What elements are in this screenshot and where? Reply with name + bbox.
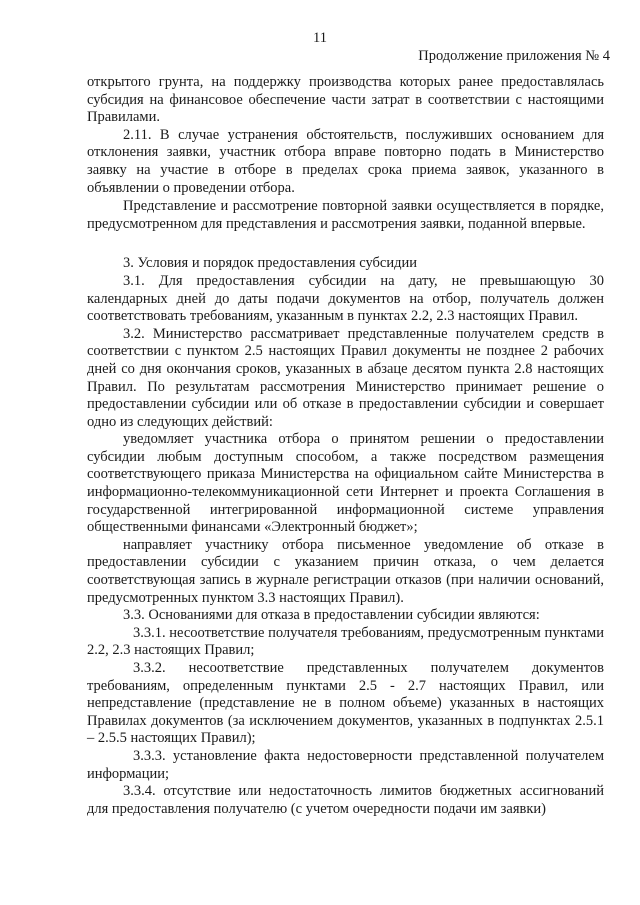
paragraph: 3.3.1. несоответствие получателя требованиям, предусмотренным пунктами 2.2, 2.3 настоящих Правил; [87,624,604,659]
paragraph: 3.3. Основаниями для отказа в предоставлении субсидии являются: [123,607,540,624]
paragraph: уведомляет участника отбора о принятом решении о предоставлении субсидии любым доступным способом, а также посредством размещения соответствующего приказа Министерства на официальном сайте Министерства в информационно-телекоммуникационной сети Интернет и проекта Соглашения в государственной интегрированной информационной системе управления общественными финансами «Электронный бюджет»; [87,431,604,536]
paragraph: 3.3.3. установление факта недостоверности представленной получателем информации; [87,747,604,782]
paragraph: 3.2. Министерство рассматривает представленные получателем средств в соответствии с пунктом 2.5 настоящих Правил документы не позднее 2 рабочих дней со дня окончания сроков, указанных в абзаце десятом пункта 2.8 настоящих Правил. По результатам рассмотрения Министерство принимает решение о предоставлении субсидии или об отказе в предоставлении субсидии и совершает одно из следующих действий: [87,325,604,430]
section-heading: 3. Условия и порядок предоставления субсидии [123,255,418,272]
paragraph: Представление и рассмотрение повторной заявки осуществляется в порядке, предусмотренном для представления и рассмотрения заявки, поданной впервые. [87,198,604,232]
paragraph: 2.11. В случае устранения обстоятельств, послуживших основанием для отклонения заявки, участник отбора вправе повторно подать в Министерство заявку на участие в отборе в пределах срока приема заявок, указанного в объявлении о проведении отбора. [87,126,604,196]
continuation-note: Продолжение приложения № 4 [418,48,610,64]
page-number: 11 [313,30,327,46]
paragraph: 3.1. Для предоставления субсидии на дату, не превышающую 30 календарных дней до даты подачи документов на отбор, получатель должен соответствовать требованиям, указанным в пунктах 2.2, 2.3 настоящих Правил. [87,272,604,325]
document-body [87,74,604,818]
paragraph: 3.3.4. отсутствие или недостаточность лимитов бюджетных ассигнований для предоставления получателю (с учетом очередности подачи им заявки) [87,783,604,817]
paragraph: открытого грунта, на поддержку производства которых ранее предоставлялась субсидия на финансовое обеспечение части затрат в соответствии с настоящими Правилами. [87,74,604,126]
paragraph: 3.3.2. несоответствие представленных получателем документов требованиям, определенным пунктами 2.5 - 2.7 настоящих Правил, или непредставление (представление не в полном объеме) указанных в настоящих Правилах документов (за исключением документов, указанных в подпунктах 2.5.1 – 2.5.5 настоящих Правил); [87,660,604,747]
paragraph: направляет участнику отбора письменное уведомление об отказе в предоставлении субсидии с указанием причин отказа, о чем делается соответствующая запись в журнале регистрации отказов (при наличии оснований, предусмотренных пунктом 3.3 настоящих Правил). [87,536,604,606]
